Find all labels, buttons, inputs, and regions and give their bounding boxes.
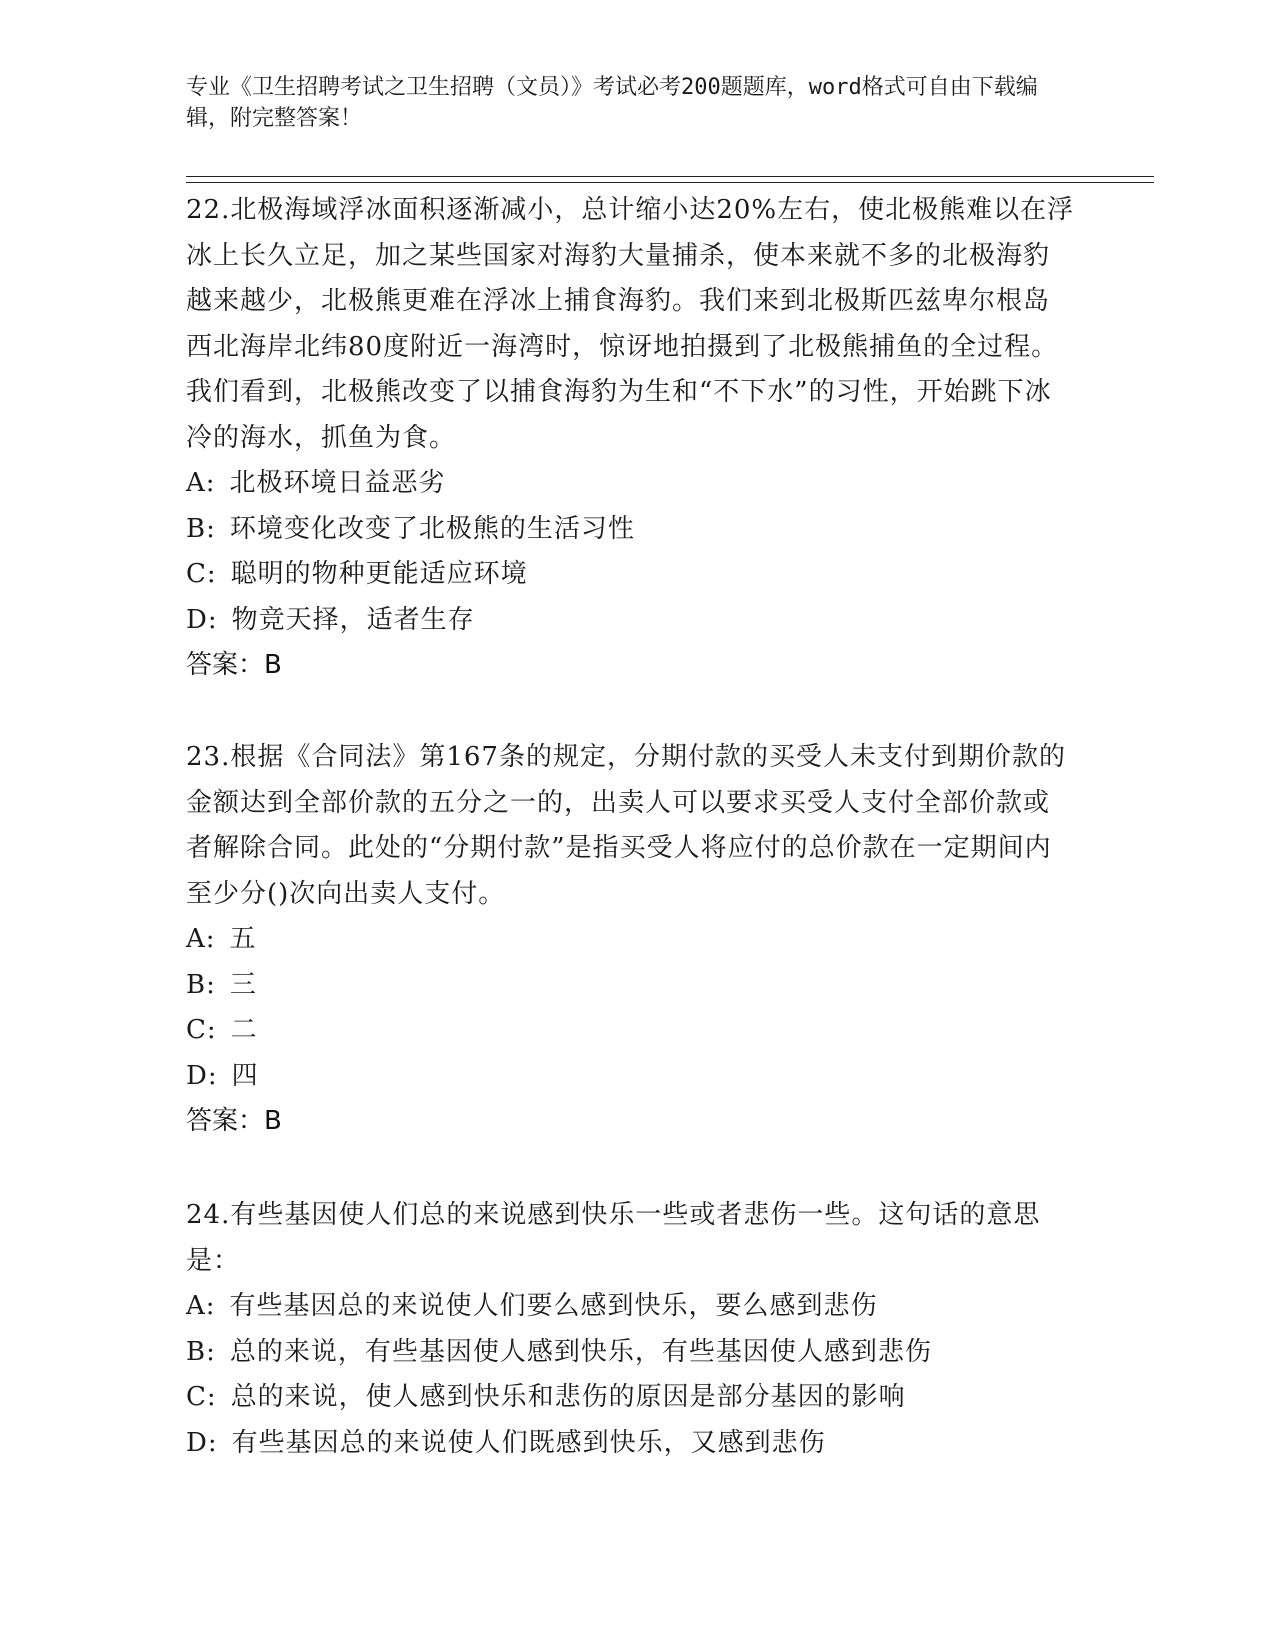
option-key: A: xyxy=(186,924,216,954)
option-d xyxy=(186,598,1076,644)
option-key: D: xyxy=(186,604,218,635)
option-d xyxy=(186,1054,1076,1100)
answer-line: 答案：B xyxy=(186,650,282,680)
option-c xyxy=(186,1375,1076,1421)
document-header: 专业《卫生招聘考试之卫生招聘（文员）》考试必考200题题库，word格式可自由下载编辑，附完整答案！ xyxy=(186,75,1038,131)
option-a xyxy=(186,917,1076,963)
option-key: D: xyxy=(186,1427,218,1458)
option-b xyxy=(186,1330,1076,1376)
option-d xyxy=(186,1421,1076,1467)
option-key: C: xyxy=(186,1015,217,1045)
option-key: B: xyxy=(186,969,216,1000)
option-text: 二 xyxy=(230,1015,258,1045)
header-divider-bottom xyxy=(186,182,1154,183)
option-text: 环境变化改变了北极熊的生活习性 xyxy=(229,513,635,544)
option-text: 聪明的物种更能适应环境 xyxy=(230,559,528,589)
option-key: A: xyxy=(186,468,216,498)
option-text: 三 xyxy=(229,969,257,1000)
option-key: B: xyxy=(186,513,216,544)
question-stem: 23.根据《合同法》第167条的规定，分期付款的买受人未支付到期价款的金额达到全部价款的五分之一的，出卖人可以要求买受人支付全部价款或者解除合同。此处的“分期付款”是指买受人将应付的总价款在一定期间内至少分()次向出卖人支付。 xyxy=(186,742,1066,909)
option-c xyxy=(186,1008,1076,1054)
question-24 xyxy=(186,1193,1076,1466)
question-23 xyxy=(186,735,1076,1145)
option-c xyxy=(186,552,1076,598)
option-b xyxy=(186,963,1076,1009)
option-b xyxy=(186,507,1076,553)
option-text: 有些基因总的来说使人们要么感到快乐，要么感到悲伤 xyxy=(229,1291,878,1321)
option-text: 四 xyxy=(231,1060,259,1091)
option-text: 总的来说，使人感到快乐和悲伤的原因是部分基因的影响 xyxy=(230,1382,906,1412)
option-key: B: xyxy=(186,1336,216,1367)
option-a xyxy=(186,461,1076,507)
header-divider-top xyxy=(186,176,1154,177)
option-text: 北极环境日益恶劣 xyxy=(229,468,446,498)
option-text: 总的来说，有些基因使人感到快乐，有些基因使人感到悲伤 xyxy=(229,1336,932,1367)
option-text: 有些基因总的来说使人们既感到快乐，又感到悲伤 xyxy=(231,1427,826,1458)
question-stem: 24.有些基因使人们总的来说感到快乐一些或者悲伤一些。这句话的意思是： xyxy=(186,1200,1041,1276)
option-a xyxy=(186,1284,1076,1330)
question-22 xyxy=(186,188,1076,689)
option-key: C: xyxy=(186,1382,217,1412)
option-text: 五 xyxy=(229,924,257,954)
option-text: 物竞天择，适者生存 xyxy=(231,604,475,635)
question-stem: 22.北极海域浮冰面积逐渐减小，总计缩小达20%左右，使北极熊难以在浮冰上长久立足，加之某些国家对海豹大量捕杀，使本来就不多的北极海豹越来越少，北极熊更难在浮冰上捕食海豹。我们来到北极斯匹兹卑尔根岛西北海岸北纬80度附近一海湾时，惊讶地拍摄到了北极熊捕鱼的全过程。我们看到，北极熊改变了以捕食海豹为生和“不下水”的习性，开始跳下冰冷的海水，抓鱼为食。 xyxy=(186,195,1075,453)
answer-line: 答案：B xyxy=(186,1106,282,1136)
option-key: C: xyxy=(186,559,217,589)
option-key: D: xyxy=(186,1060,218,1091)
option-key: A: xyxy=(186,1291,216,1321)
